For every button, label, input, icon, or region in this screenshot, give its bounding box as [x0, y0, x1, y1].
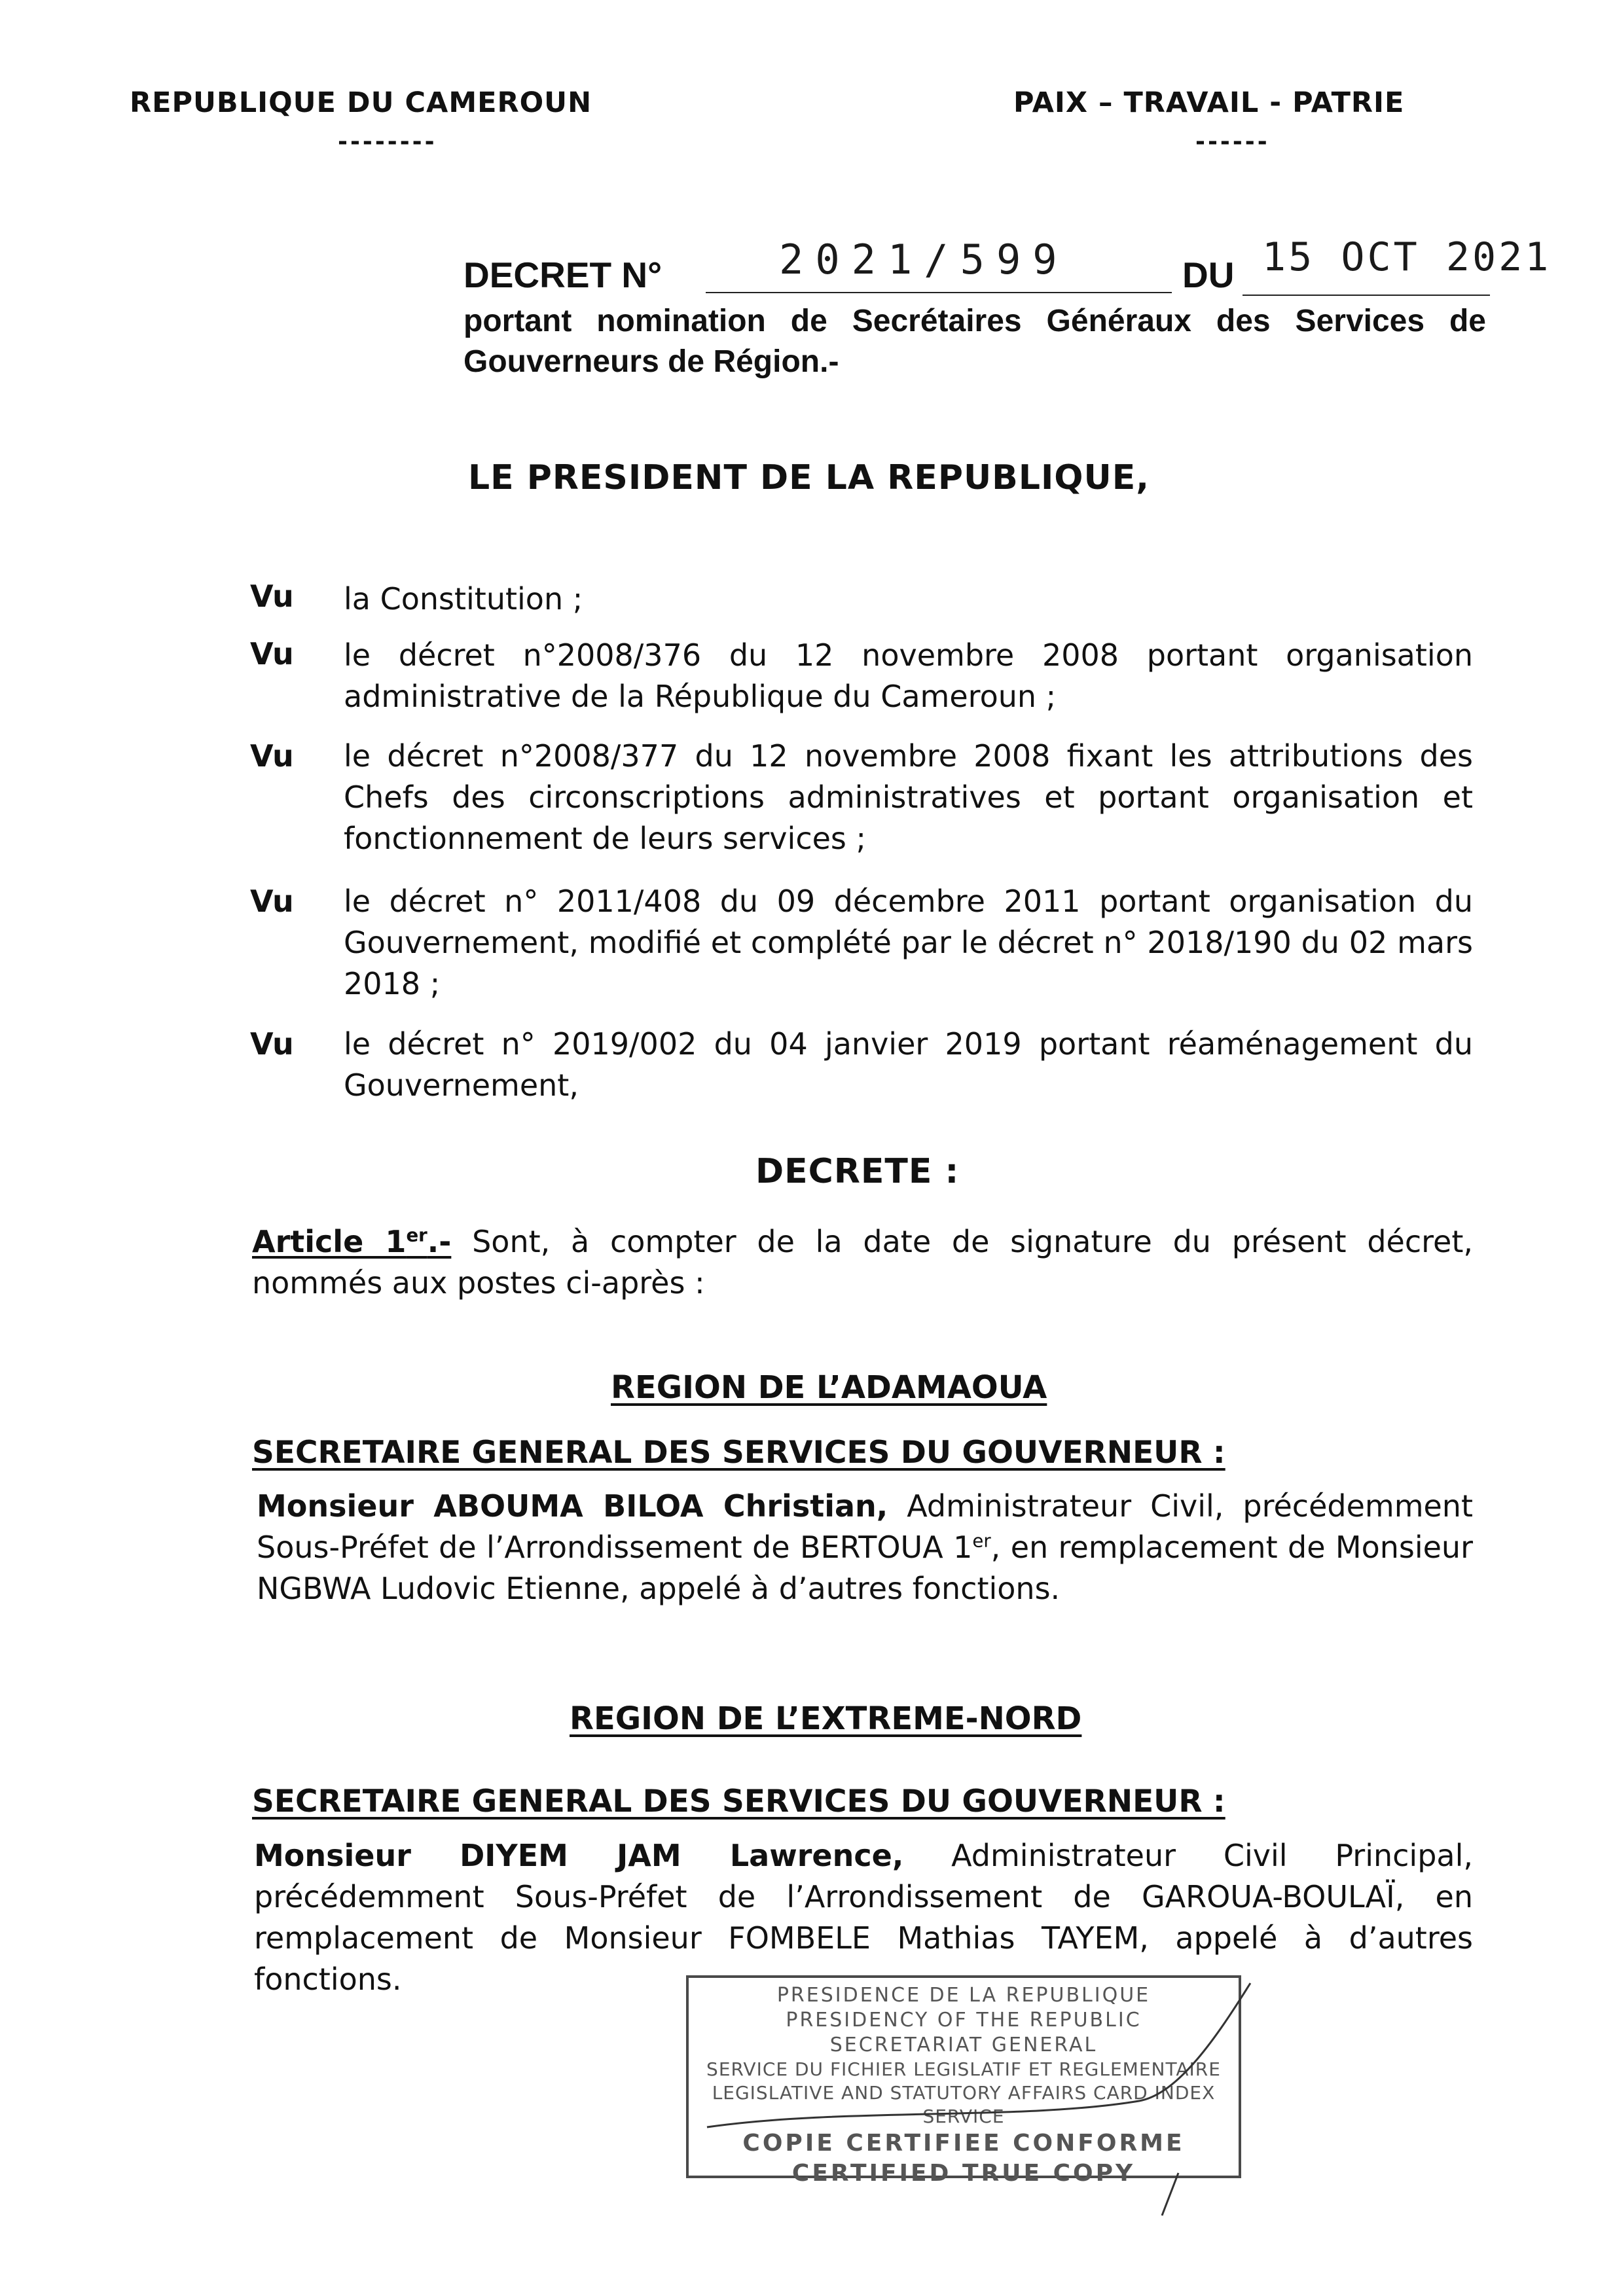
stamp-line-5: LEGISLATIVE AND STATUTORY AFFAIRS CARD INDEX SERVICE	[712, 2082, 1216, 2127]
decree-date-line	[1243, 295, 1490, 296]
signature-mark	[681, 1957, 1283, 2219]
decree-date-label: DU	[1182, 255, 1235, 295]
decree-number-line	[706, 292, 1172, 293]
appointment-extreme-nord: Monsieur DIYEM JAM Lawrence, Administrateur Civil Principal, précédemment Sous-Préfet de l’Arrondissement de GAROUA-BOULAÏ, en remplacement de Monsieur FOMBELE Mathias TAYEM, appelé à d’autres fonctions.	[254, 1838, 1473, 1997]
decrete-heading: DECRETE :	[755, 1152, 960, 1191]
motto-heading: PAIX – TRAVAIL - PATRIE	[1013, 86, 1405, 119]
decree-subtitle: portant nomination de Secrétaires Généraux des Services de Gouverneurs de Région.-	[463, 304, 1486, 379]
president-heading: LE PRESIDENT DE LA REPUBLIQUE,	[468, 458, 1150, 497]
stamp-line-6: COPIE CERTIFIEE CONFORME	[742, 2130, 1185, 2157]
appointment-adamaoua: Monsieur ABOUMA BILOA Christian, Administrateur Civil, précédemment Sous-Préfet de l’Arrondissement de BERTOUA 1er, en remplacement de Monsieur NGBWA Ludovic Etienne, appelé à d’autres fonctions.	[257, 1488, 1473, 1606]
vu-label-4: Vu	[250, 884, 294, 919]
vu-text-1: la Constitution ;	[344, 581, 583, 617]
vu-label-1: Vu	[250, 579, 294, 614]
vu-text-4: le décret n° 2011/408 du 09 décembre 2011 portant organisation du Gouvernement, modifié et complété par le décret n° 2018/190 du 02 mars 2018 ;	[344, 884, 1473, 1001]
region-heading-extreme-nord: REGION DE L’EXTREME-NORD	[570, 1700, 1082, 1737]
decree-label: DECRET N°	[463, 255, 662, 295]
post-title-adamaoua: SECRETAIRE GENERAL DES SERVICES DU GOUVERNEUR :	[252, 1435, 1225, 1471]
vu-label-2: Vu	[250, 636, 294, 672]
post-title-extreme-nord: SECRETAIRE GENERAL DES SERVICES DU GOUVERNEUR :	[252, 1784, 1225, 1820]
motto-heading-divider: ------	[1195, 128, 1270, 155]
vu-text-2: le décret n°2008/376 du 12 novembre 2008 portant organisation administrative de la République du Cameroun ;	[344, 637, 1473, 714]
article-1-label: Article 1er.-	[252, 1224, 452, 1259]
article-1-text: Sont, à compter de la date de signature du présent décret, nommés aux postes ci-après :	[252, 1224, 1473, 1300]
decree-number: 2021/599	[779, 236, 1069, 283]
stamp-line-4: SERVICE DU FICHIER LEGISLATIF ET REGLEMENTAIRE	[706, 2058, 1221, 2080]
vu-label-3: Vu	[250, 738, 294, 774]
appointee-name: Monsieur DIYEM JAM Lawrence,	[254, 1838, 904, 1873]
stamp-line-1: PRESIDENCE DE LA REPUBLIQUE	[776, 1984, 1151, 2007]
vu-label-5: Vu	[250, 1026, 294, 1062]
region-heading-adamaoua: REGION DE L’ADAMAOUA	[611, 1369, 1047, 1406]
country-heading-divider: --------	[338, 128, 437, 155]
vu-text-3: le décret n°2008/377 du 12 novembre 2008 fixant les attributions des Chefs des circonscriptions administratives et portant organisation et fonctionnement de leurs services ;	[344, 738, 1473, 856]
vu-text-5: le décret n° 2019/002 du 04 janvier 2019 portant réaménagement du Gouvernement,	[344, 1026, 1473, 1103]
appointee-name: Monsieur ABOUMA BILOA Christian,	[257, 1488, 888, 1524]
article-1	[252, 1221, 1473, 1304]
country-heading: REPUBLIQUE DU CAMEROUN	[130, 86, 592, 119]
decree-date: 15 OCT 2021	[1262, 234, 1551, 280]
stamp-line-3: SECRETARIAT GENERAL	[829, 2034, 1098, 2056]
stamp-line-7: CERTIFIED TRUE COPY	[791, 2160, 1136, 2187]
stamp-line-2: PRESIDENCY OF THE REPUBLIC	[786, 2009, 1142, 2032]
